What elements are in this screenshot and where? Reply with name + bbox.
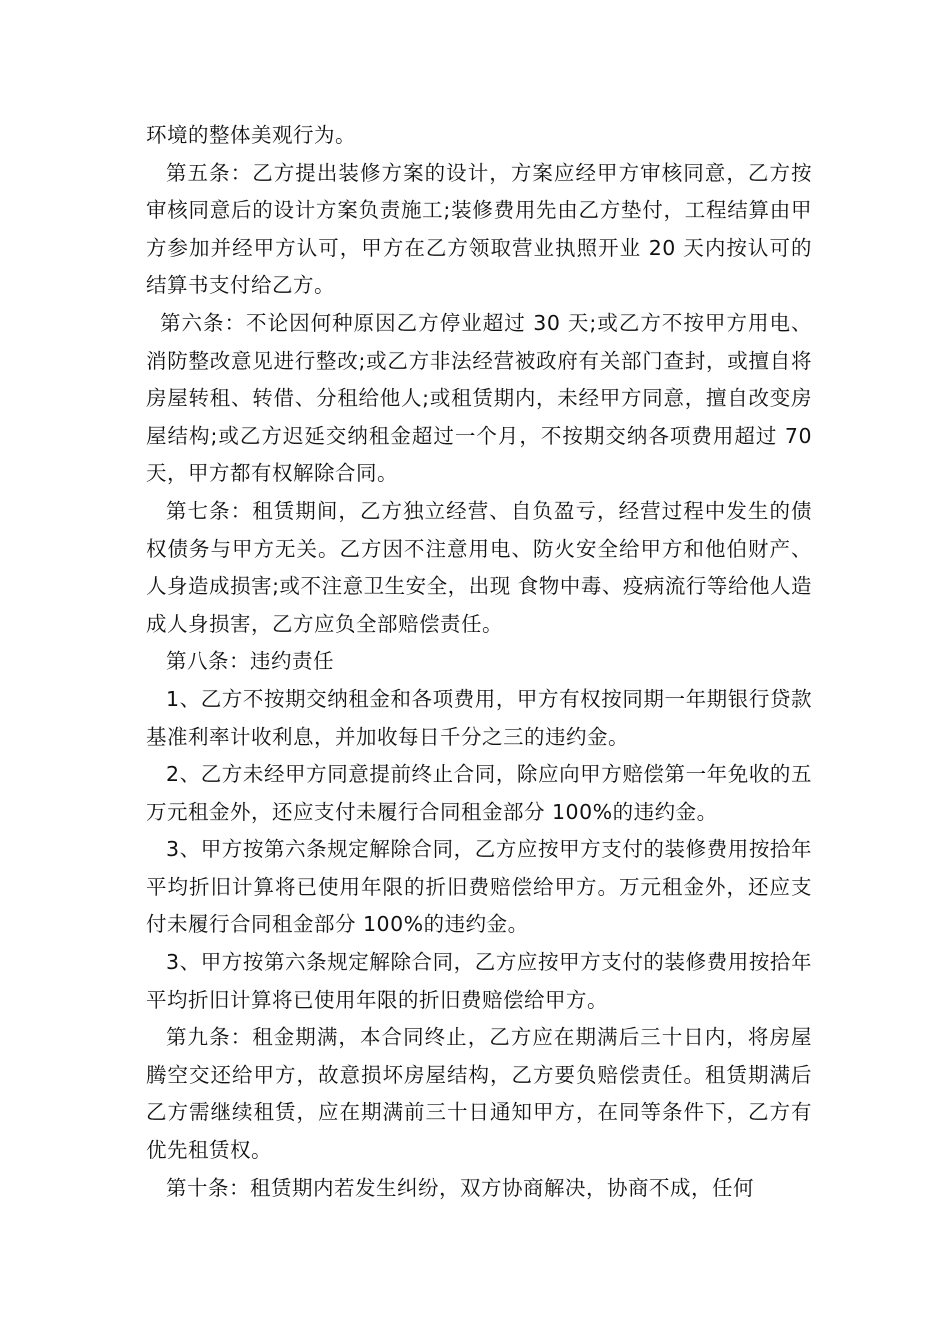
- document-body: [146, 117, 812, 1207]
- paragraph-article-7: 第七条：租赁期间，乙方独立经营、自负盈亏，经营过程中发生的债权债务与甲方无关。乙方因不注意用电、防火安全给甲方和他伯财产、人身造成损害;或不注意卫生安全，出现 食物中毒、疫病流行等给他人造成人身损害，乙方应负全部赔偿责任。: [146, 498, 812, 636]
- paragraph-clause-3b: 3、甲方按第六条规定解除合同，乙方应按甲方支付的装修费用按拾年平均折旧计算将已使用年限的折旧费赔偿给甲方。: [146, 950, 812, 1012]
- paragraph-article-5: 第五条：乙方提出装修方案的设计，方案应经甲方审核同意，乙方按审核同意后的设计方案负责施工;装修费用先由乙方垫付，工程结算由甲方参加并经甲方认可，甲方在乙方领取营业执照开业 20 天内按认可的结算书支付给乙方。: [146, 160, 812, 298]
- paragraph-article-6: 第六条：不论因何种原因乙方停业超过 30 天;或乙方不按甲方用电、消防整改意见进行整改;或乙方非法经营被政府有关部门查封，或擅自将房屋转租、转借、分租给他人;或租赁期内，未经甲方同意，擅自改变房屋结构;或乙方迟延交纳租金超过一个月，不按期交纳各项费用超过 70 天，甲方都有权解除合同。: [146, 310, 812, 486]
- paragraph-clause-1: 1、乙方不按期交纳租金和各项费用，甲方有权按同期一年期银行贷款基准利率计收利息，并加收每日千分之三的违约金。: [146, 686, 812, 749]
- paragraph-article-9: 第九条：租金期满，本合同终止，乙方应在期满后三十日内，将房屋腾空交还给甲方，故意损坏房屋结构，乙方要负赔偿责任。租赁期满后乙方需继续租赁，应在期满前三十日通知甲方，在同等条件下，乙方有优先租赁权。: [146, 1025, 812, 1163]
- paragraph-clause-3a: 3、甲方按第六条规定解除合同，乙方应按甲方支付的装修费用按拾年平均折旧计算将已使用年限的折旧费赔偿给甲方。万元租金外，还应支付未履行合同租金部分 100%的违约金。: [146, 837, 812, 937]
- paragraph-article-10: 第十条：租赁期内若发生纠纷，双方协商解决，协商不成，任何: [166, 1175, 754, 1200]
- paragraph-continuation: 环境的整体美观行为。: [146, 123, 356, 147]
- paragraph-clause-2: 2、乙方未经甲方同意提前终止合同，除应向甲方赔偿第一年免收的五万元租金外，还应支付未履行合同租金部分 100%的违约金。: [146, 762, 812, 824]
- paragraph-article-8-heading: 第八条：违约责任: [166, 649, 334, 674]
